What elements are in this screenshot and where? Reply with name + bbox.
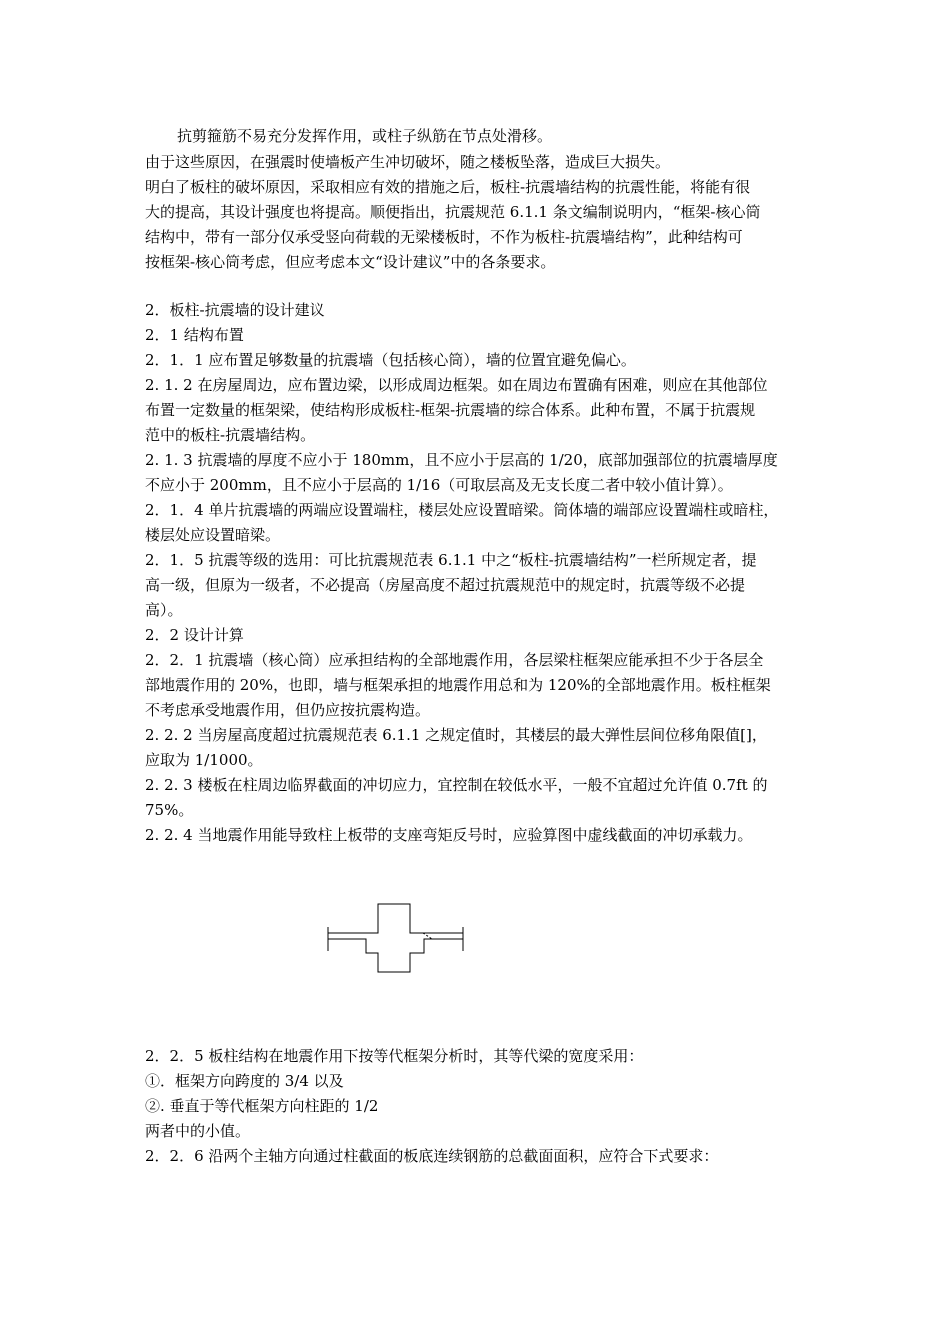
- clause-2-2-1-line-2: 部地震作用的 20%，也即，墙与框架承担的地震作用总和为 120%的全部地震作用。板柱框架: [145, 676, 771, 694]
- intro-line-6: 按框架-核心筒考虑，但应考虑本文“设计建议”中的各条要求。: [145, 253, 556, 271]
- clause-2-2-4: 2. 2. 4 当地震作用能导致柱上板带的支座弯矩反号时，应验算图中虚线截面的冲切承载力。: [145, 826, 753, 844]
- clause-2-1-5-line-2: 高一级，但原为一级者，不必提高（房屋高度不超过抗震规范中的规定时，抗震等级不必提: [145, 576, 746, 594]
- clause-2-1-2-line-1: 2. 1. 2 在房屋周边，应布置边梁，以形成周边框架。如在周边布置确有困难，则应在其他部位: [145, 376, 768, 394]
- clause-2-2-1-line-3: 不考虑承受地震作用，但仍应按抗震构造。: [145, 701, 431, 719]
- punching-shear-section-figure: [326, 901, 466, 977]
- clause-2-1-3-line-1: 2. 1. 3 抗震墙的厚度不应小于 180mm，且不应小于层高的 1/20，底部加强部位的抗震墙厚度: [145, 451, 778, 469]
- dashed-critical-section: [423, 933, 432, 939]
- clause-2-2-3-line-2: 75%。: [145, 801, 194, 819]
- clause-2-1-2-line-3: 范中的板柱-抗震墙结构。: [145, 426, 316, 444]
- clause-2-2-5-item-1: ①．框架方向跨度的 3/4 以及: [145, 1072, 344, 1090]
- column-slab-upper-outline: [328, 904, 463, 933]
- clause-2-1-4-line-1: 2．1．4 单片抗震墙的两端应设置端柱，楼层处应设置暗梁。筒体墙的端部应设置端柱或暗柱，: [145, 501, 779, 519]
- clause-2-1-4-line-2: 楼层处应设置暗梁。: [145, 526, 281, 544]
- clause-2-2-5: 2．2．5 板柱结构在地震作用下按等代框架分析时，其等代梁的宽度采用：: [145, 1047, 644, 1065]
- subsection-heading-calc: 2．2 设计计算: [145, 626, 244, 644]
- clause-2-2-5-item-2: ②. 垂直于等代框架方向柱距的 1/2: [145, 1097, 379, 1115]
- clause-2-2-6: 2．2．6 沿两个主轴方向通过柱截面的板底连续钢筋的总截面面积，应符合下式要求：: [145, 1147, 719, 1165]
- clause-2-1-5-line-3: 高）。: [145, 601, 183, 619]
- clause-2-2-5-conclusion: 两者中的小值。: [145, 1122, 251, 1140]
- intro-line-1: 抗剪箍筋不易充分发挥作用，或柱子纵筋在节点处滑移。: [177, 127, 553, 145]
- intro-line-4: 大的提高，其设计强度也将提高。顺便指出，抗震规范 6.1.1 条文编制说明内，“框架-核心筒: [145, 203, 761, 221]
- clause-2-1-2-line-2: 布置一定数量的框架梁，使结构形成板柱-框架-抗震墙的综合体系。此种布置，不属于抗震规: [145, 401, 756, 419]
- clause-2-2-1-line-1: 2．2．1 抗震墙（核心筒）应承担结构的全部地震作用，各层梁柱框架应能承担不少于各层全: [145, 651, 764, 669]
- intro-line-3: 明白了板柱的破坏原因，采取相应有效的措施之后，板柱-抗震墙结构的抗震性能，将能有很: [145, 178, 751, 196]
- section-heading: 2．板柱-抗震墙的设计建议: [145, 301, 325, 319]
- clause-2-2-2-line-1: 2. 2. 2 当房屋高度超过抗震规范表 6.1.1 之规定值时，其楼层的最大弹性层间位移角限值[]，: [145, 726, 767, 744]
- clause-2-2-2-line-2: 应取为 1/1000。: [145, 751, 263, 769]
- clause-2-1-5-line-1: 2．1．5 抗震等级的选用：可比抗震规范表 6.1.1 中之“板柱-抗震墙结构”一栏所规定者，提: [145, 551, 757, 569]
- intro-line-2: 由于这些原因，在强震时使墙板产生冲切破坏，随之楼板坠落，造成巨大损失。: [145, 153, 671, 171]
- clause-2-1-1: 2．1．1 应布置足够数量的抗震墙（包括核心筒），墙的位置宜避免偏心。: [145, 351, 636, 369]
- subsection-heading-layout: 2．1 结构布置: [145, 326, 244, 344]
- clause-2-1-3-line-2: 不应小于 200mm，且不应小于层高的 1/16（可取层高及无支长度二者中较小值计算）。: [145, 476, 733, 494]
- column-slab-lower-outline: [328, 939, 463, 972]
- clause-2-2-3-line-1: 2. 2. 3 楼板在柱周边临界截面的冲切应力，宜控制在较低水平，一般不宜超过允许值 0.7ft 的: [145, 776, 768, 794]
- intro-line-5: 结构中，带有一部分仅承受竖向荷载的无梁楼板时，不作为板柱-抗震墙结构”，此种结构可: [145, 228, 743, 246]
